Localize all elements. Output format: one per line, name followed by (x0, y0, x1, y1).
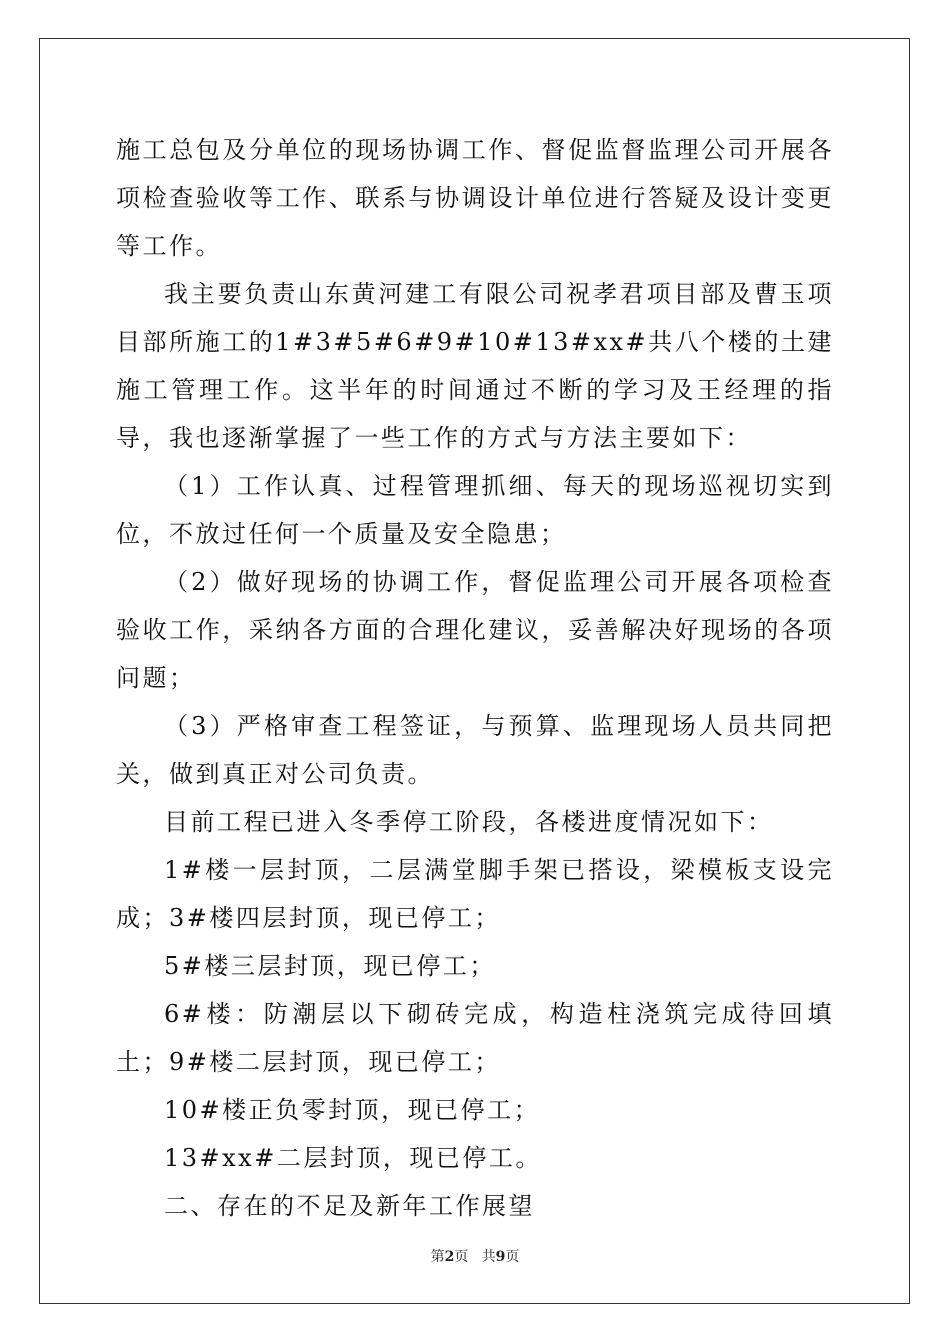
paragraph-item-3: （3）严格审查工程签证，与预算、监理现场人员共同把关，做到真正对公司负责。 (116, 712, 834, 788)
paragraph-item-2: （2）做好现场的协调工作，督促监理公司开展各项检查验收工作，采纳各方面的合理化建议，妥善解决好现场的各项问题； (116, 568, 834, 692)
page-number: 2 (444, 1249, 455, 1265)
paragraph-building-13: 13#xx#二层封顶，现已停工。 (164, 1144, 542, 1172)
paragraph-building-6-9: 6#楼：防潮层以下砌砖完成，构造柱浇筑完成待回填土；9#楼二层封顶，现已停工； (116, 1000, 834, 1076)
document-body (116, 126, 834, 1230)
paragraph-responsibility: 我主要负责山东黄河建工有限公司祝孝君项目部及曹玉项目部所施工的1#3#5#6#9#10#13#xx#共八个楼的土建施工管理工作。这半年的时间通过不断的学习及王经理的指导，我也逐渐掌握了一些工作的方式与方法主要如下： (116, 280, 834, 452)
paragraph-item-1: （1）工作认真、过程管理抓细、每天的现场巡视切实到位，不放过任何一个质量及安全隐患； (116, 472, 834, 548)
paragraph-building-10: 10#楼正负零封顶，现已停工； (164, 1096, 541, 1124)
paragraph-building-5: 5#楼三层封顶，现已停工； (164, 952, 496, 980)
page-footer (0, 1246, 950, 1266)
page-prefix: 第 (430, 1249, 445, 1265)
section-heading: 二、存在的不足及新年工作展望 (164, 1192, 535, 1220)
total-suffix: 页 (505, 1249, 520, 1265)
paragraph-continuation: 施工总包及分单位的现场协调工作、督促监督监理公司开展各项检查验收等工作、联系与协调设计单位进行答疑及设计变更等工作。 (116, 136, 834, 260)
total-prefix: 共 (481, 1249, 496, 1265)
paragraph-progress-intro: 目前工程已进入冬季停工阶段，各楼进度情况如下： (164, 808, 774, 836)
paragraph-building-1-3: 1#楼一层封顶，二层满堂脚手架已搭设，梁模板支设完成；3#楼四层封顶，现已停工； (116, 856, 834, 932)
page-suffix: 页 (454, 1249, 469, 1265)
total-pages: 9 (495, 1249, 506, 1265)
